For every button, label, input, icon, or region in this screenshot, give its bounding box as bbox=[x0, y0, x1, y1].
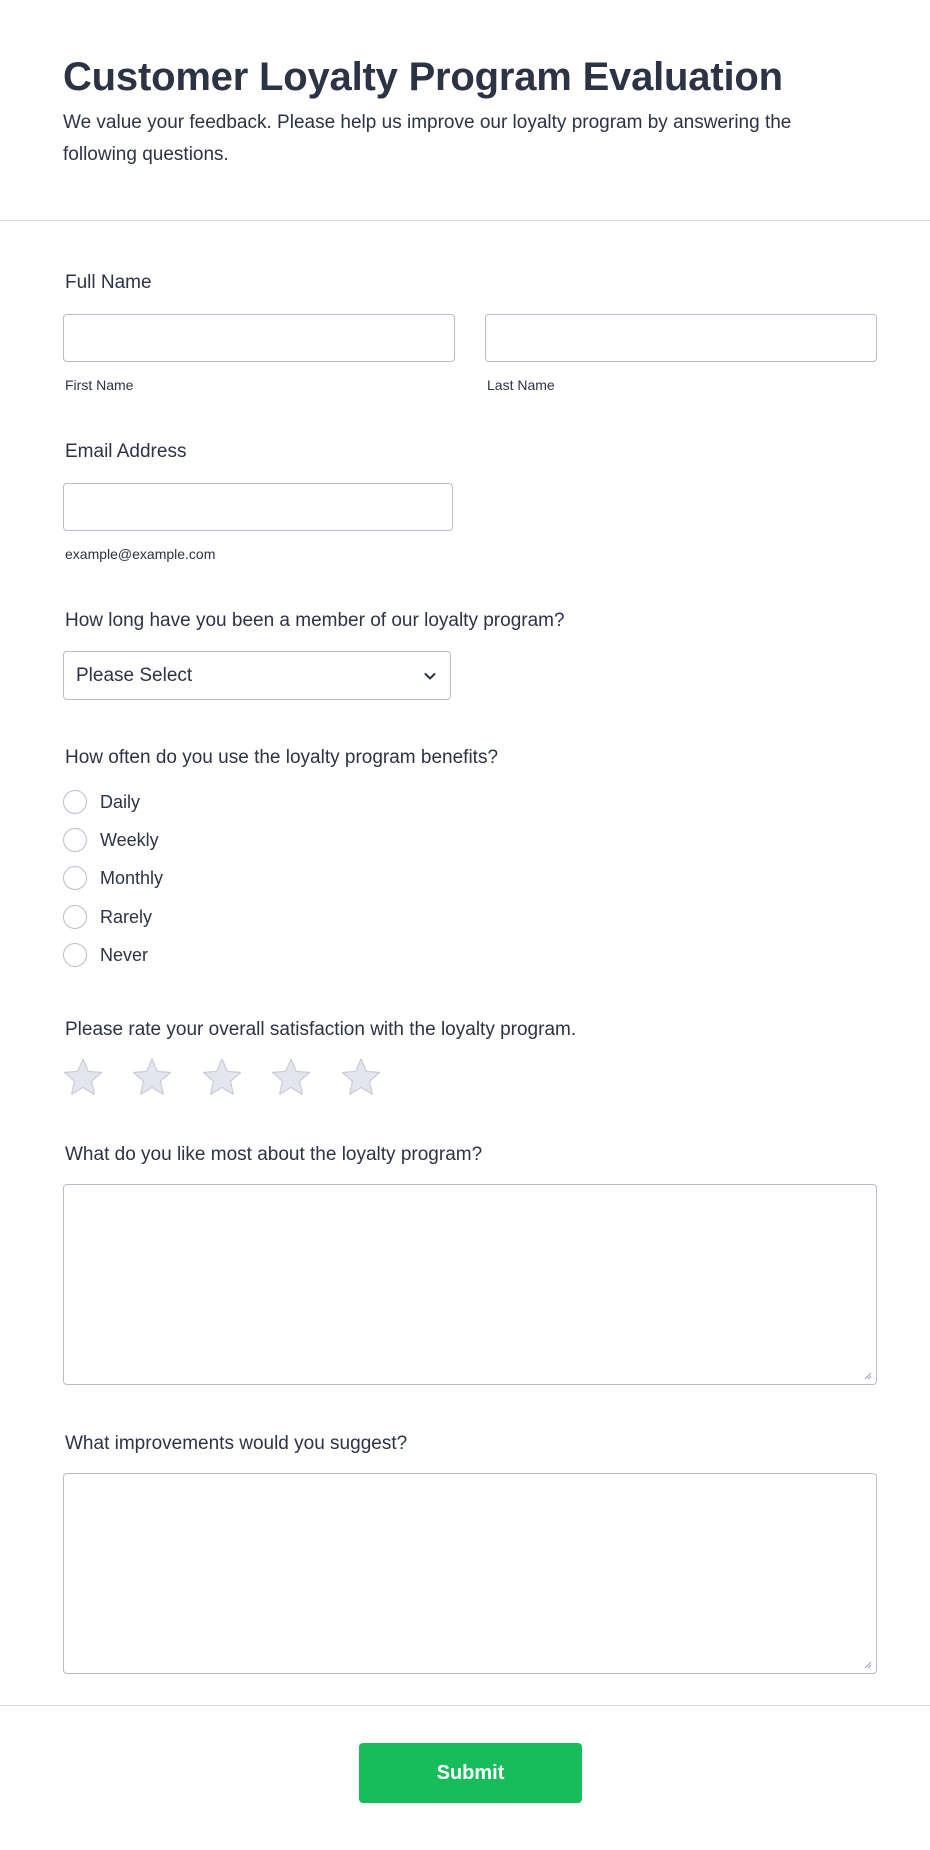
satisfaction-label: Please rate your overall satisfaction with the loyalty program. bbox=[65, 1019, 577, 1040]
radio-button[interactable] bbox=[63, 790, 87, 814]
form-header bbox=[0, 0, 930, 221]
footer-divider bbox=[0, 1705, 930, 1706]
radio-button[interactable] bbox=[63, 905, 87, 929]
radio-button[interactable] bbox=[63, 828, 87, 852]
membership-duration-selected: Please Select bbox=[76, 665, 193, 686]
resize-grip-icon[interactable] bbox=[862, 1370, 872, 1380]
likes-label: What do you like most about the loyalty program? bbox=[65, 1144, 483, 1165]
first-name-input[interactable] bbox=[63, 314, 455, 362]
email-label: Email Address bbox=[65, 441, 187, 462]
improvements-textarea[interactable] bbox=[63, 1473, 877, 1674]
first-name-sublabel: First Name bbox=[65, 377, 134, 393]
radio-option-label: Monthly bbox=[100, 868, 164, 888]
likes-textarea[interactable] bbox=[63, 1184, 877, 1385]
membership-duration-label: How long have you been a member of our loyalty program? bbox=[65, 610, 565, 631]
star-icon-5[interactable] bbox=[340, 1057, 382, 1097]
form-title: Customer Loyalty Program Evaluation bbox=[63, 55, 783, 99]
radio-option-label: Daily bbox=[100, 792, 141, 812]
submit-button[interactable]: Submit bbox=[359, 1743, 582, 1803]
star-icon-1[interactable] bbox=[62, 1057, 104, 1097]
radio-option-label: Never bbox=[100, 945, 149, 965]
email-input[interactable] bbox=[63, 483, 453, 531]
radio-option-label: Rarely bbox=[100, 907, 153, 927]
star-icon-3[interactable] bbox=[201, 1057, 243, 1097]
chevron-down-icon bbox=[422, 668, 438, 684]
email-sublabel: example@example.com bbox=[65, 546, 216, 562]
radio-button[interactable] bbox=[63, 943, 87, 967]
resize-grip-icon[interactable] bbox=[862, 1659, 872, 1669]
star-icon-2[interactable] bbox=[131, 1057, 173, 1097]
form-description: We value your feedback. Please help us improve our loyalty program by answering the following questions. bbox=[63, 112, 792, 165]
improvements-label: What improvements would you suggest? bbox=[65, 1433, 408, 1454]
full-name-label: Full Name bbox=[65, 272, 152, 293]
membership-duration-select[interactable] bbox=[63, 651, 451, 700]
star-icon-4[interactable] bbox=[270, 1057, 312, 1097]
usage-frequency-label: How often do you use the loyalty program benefits? bbox=[65, 747, 499, 768]
radio-option-label: Weekly bbox=[100, 830, 159, 850]
last-name-input[interactable] bbox=[485, 314, 877, 362]
radio-button[interactable] bbox=[63, 866, 87, 890]
last-name-sublabel: Last Name bbox=[487, 377, 555, 393]
